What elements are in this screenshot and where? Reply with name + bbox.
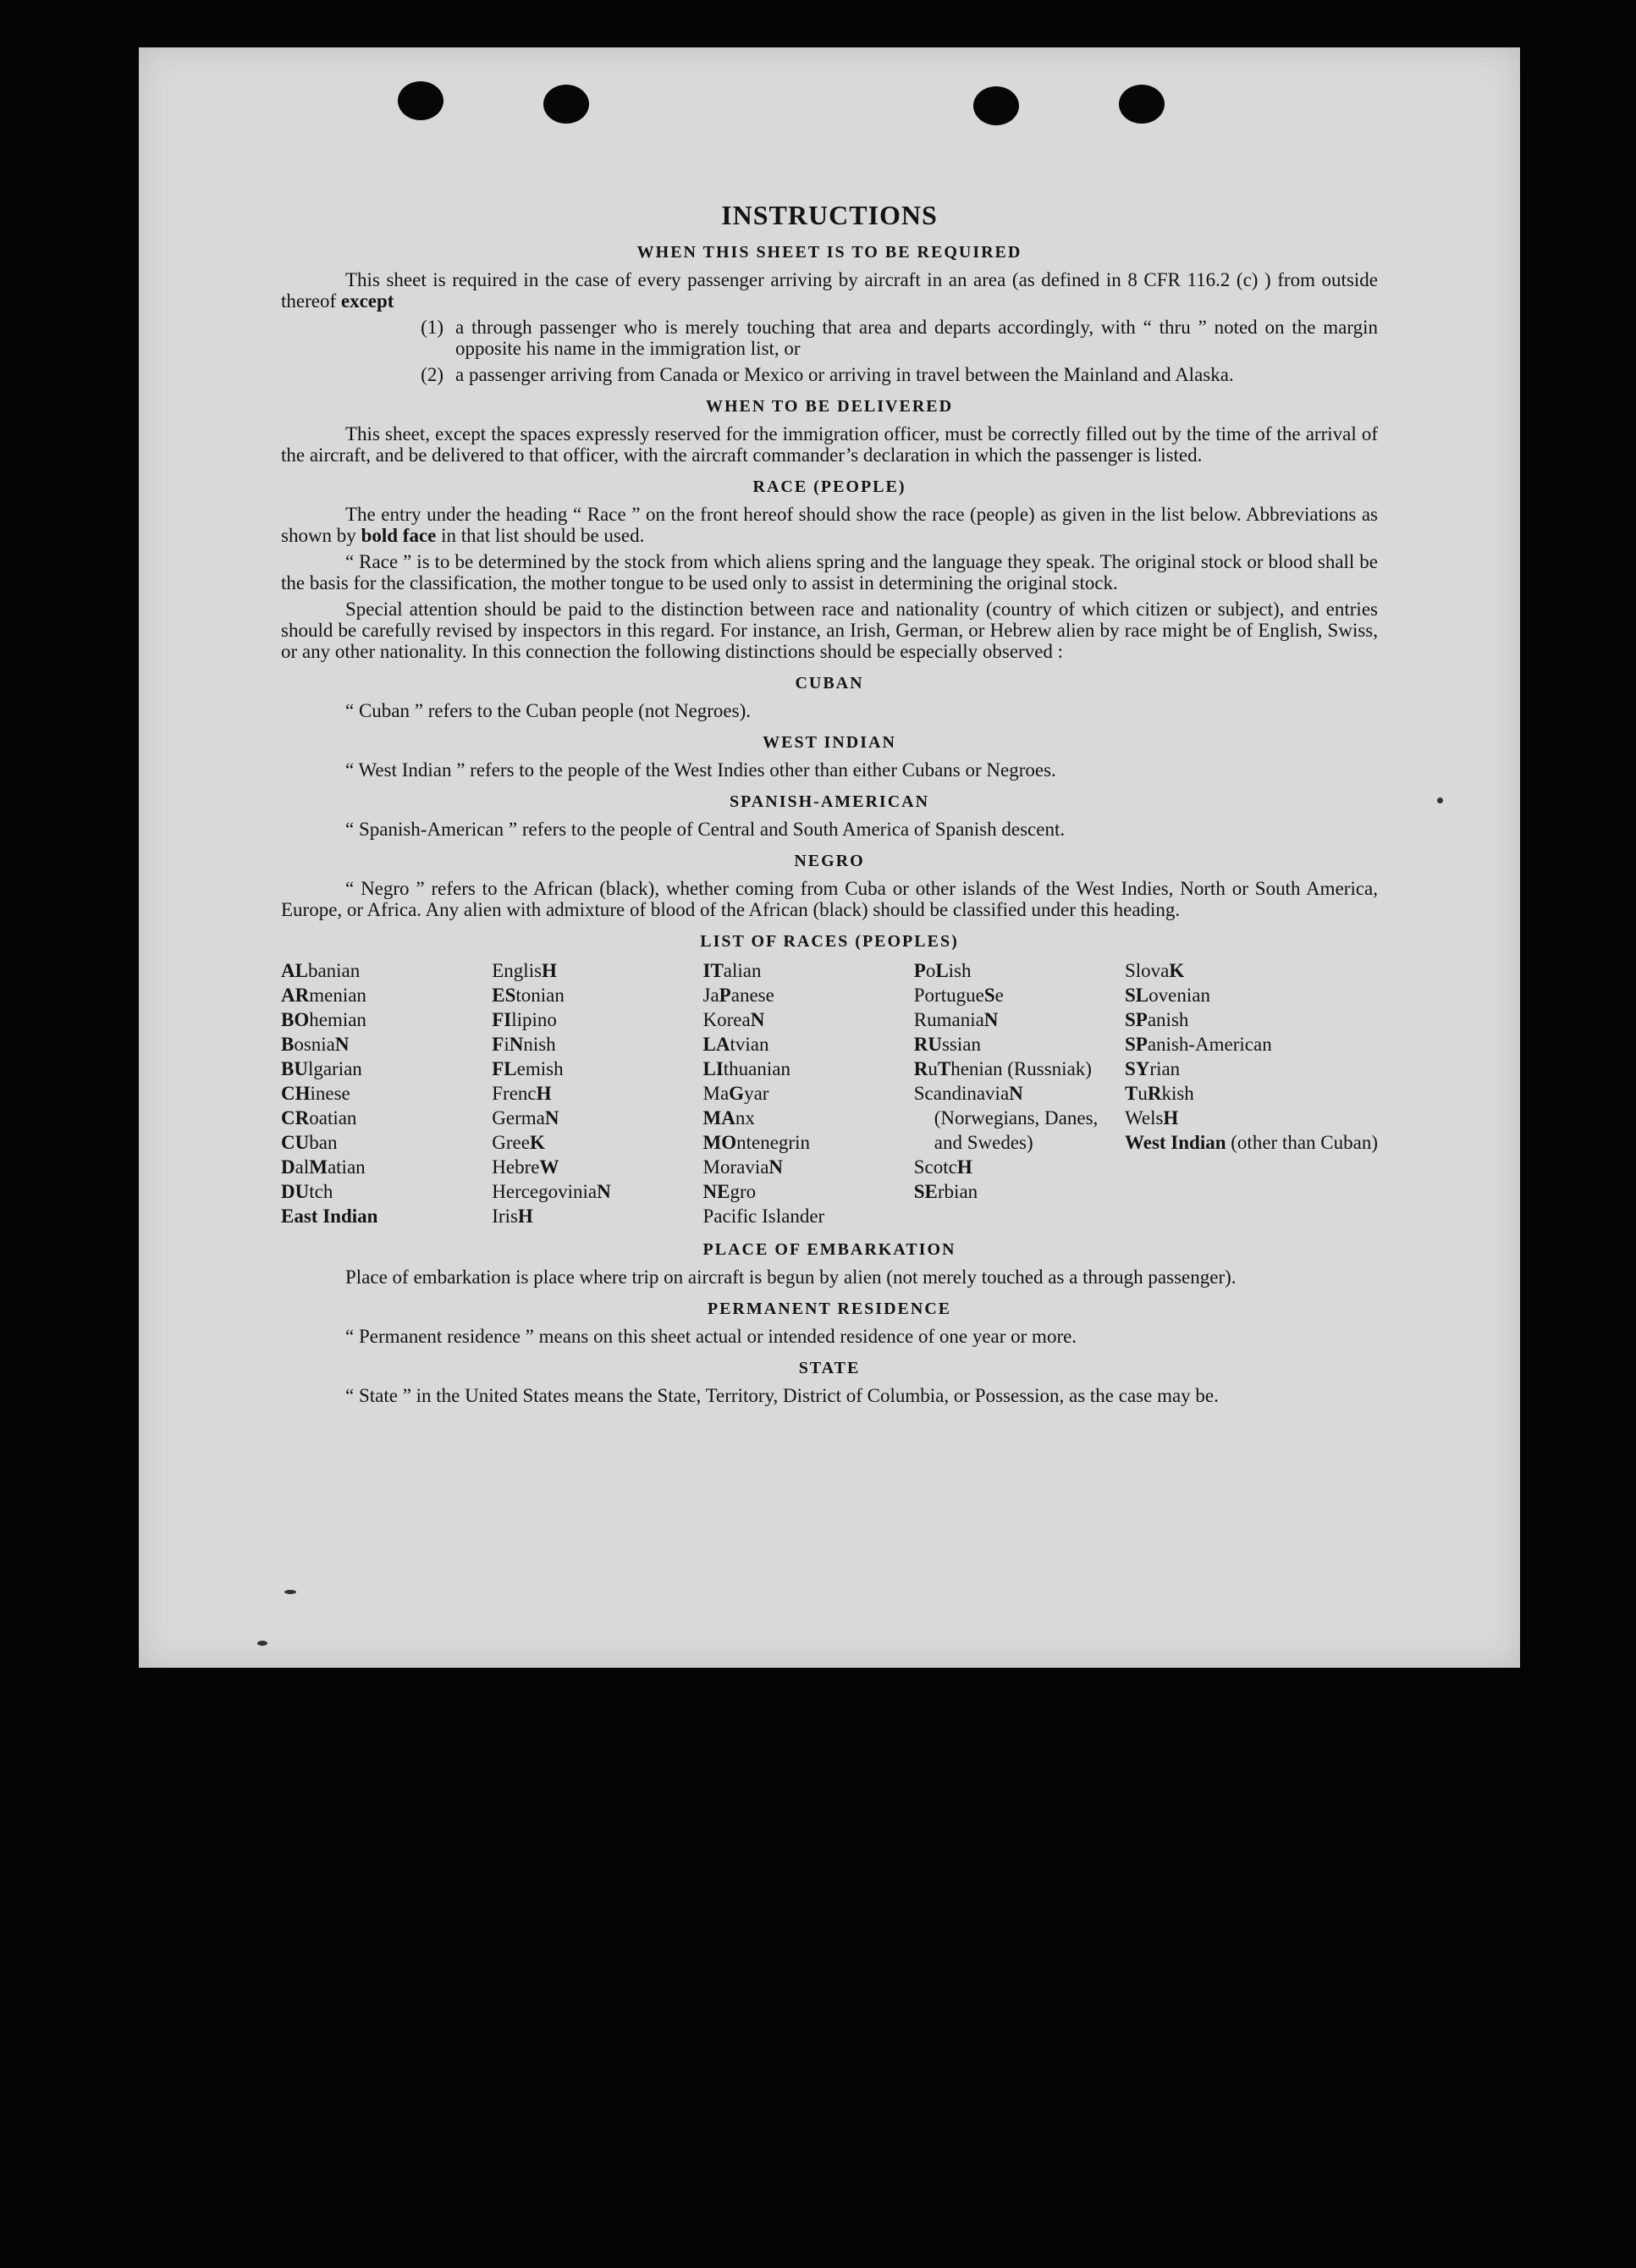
heading-west-indian: WEST INDIAN: [763, 733, 896, 752]
residence-text: “ Permanent residence ” means on this sheet actual or intended residence of one year or more.: [345, 1326, 1077, 1347]
heading-state: STATE: [798, 1359, 861, 1377]
race-entry: SPanish: [1125, 1009, 1189, 1030]
race-paragraph-3: Special attention should be paid to the distinction between race and nationality (country of which citizen or subject), and entries should be carefully revised by inspectors in this regard. For instance, an Irish, German, or Hebrew alien by race might be of English, Swiss, or any other nationality. In this connection the following distinctions should be especially observed :: [281, 599, 1378, 662]
race-entry: FiNnish: [492, 1034, 556, 1055]
cuban-text: “ Cuban ” refers to the Cuban people (not Negroes).: [345, 700, 752, 721]
state-text: “ State ” in the United States means the State, Territory, District of Columbia, or Possession, as the case may be.: [345, 1385, 1219, 1406]
race-entry: SErbian: [913, 1181, 978, 1202]
race-entry: TuRkish: [1125, 1083, 1194, 1104]
races-column: [703, 958, 904, 1228]
race-entry: RumaniaN: [913, 1009, 999, 1030]
race-entry: West Indian (other than Cuban): [1125, 1132, 1378, 1153]
race-entry: DUtch: [281, 1181, 333, 1202]
race-entry: GermaN: [492, 1107, 559, 1128]
race-entry: FrencH: [492, 1083, 552, 1104]
race-entry: East Indian: [281, 1206, 378, 1227]
race-entry: BosniaN: [281, 1034, 350, 1055]
race-entry: CUban: [281, 1132, 338, 1153]
heading-cuban: CUBAN: [795, 674, 864, 693]
except-bold: except: [340, 290, 394, 312]
race-entry: HercegoviniaN: [492, 1181, 611, 1202]
race-entry: WelsH: [1125, 1107, 1179, 1128]
delivered-text: This sheet, except the spaces expressly reserved for the immigration officer, must be correctly filled out by the time of the arrival of the aircraft, and be delivered to that officer, with the aircraft commander’s declaration in which the passenger is listed.: [281, 423, 1378, 466]
negro-text: “ Negro ” refers to the African (black), whether coming from Cuba or other islands of the West Indies, North or South America, Europe, or Africa. Any alien with admixture of blood of the African (black) should be classified under this heading.: [281, 878, 1378, 920]
race-entry: JaPanese: [702, 985, 774, 1006]
heading-race: RACE (PEOPLE): [752, 477, 906, 496]
embarkation-text: Place of embarkation is place where trip on aircraft is begun by alien (not merely touched as a through passenger).: [345, 1266, 1237, 1288]
required-intro: This sheet is required in the case of every passenger arriving by aircraft in an area (as defined in 8 CFR 116.2 (c) ) from outside thereof except: [281, 269, 1378, 312]
race-entry: MOntenegrin: [702, 1132, 810, 1153]
punch-hole: [1119, 85, 1165, 124]
scan-speck: [257, 1641, 267, 1646]
race-entry: SPanish-American: [1125, 1034, 1272, 1055]
race-entry: LAtvian: [702, 1034, 769, 1055]
race-entry: GreeK: [492, 1132, 545, 1153]
exception-item-2: (2) a passenger arriving from Canada or Mexico or arriving in travel between the Mainland and Alaska.: [421, 364, 1234, 385]
races-list: [281, 958, 1378, 1228]
race-entry: LIthuanian: [702, 1058, 790, 1079]
race-entry: FLemish: [492, 1058, 564, 1079]
race-entry: BUlgarian: [281, 1058, 362, 1079]
races-column: [914, 958, 1115, 1228]
heading-embarkation: PLACE OF EMBARKATION: [702, 1240, 956, 1259]
race-entry: Pacific Islander: [702, 1206, 825, 1227]
race-entry: SYrian: [1125, 1058, 1181, 1079]
race-entry: ScotcH: [913, 1156, 972, 1178]
heading-list-of-races: LIST OF RACES (PEOPLES): [700, 932, 959, 951]
exception-item-1: (1) a through passenger who is merely touching that area and departs accordingly, with “ thru ” noted on the margin opposite his name in the immigration list, or: [421, 317, 1378, 359]
race-paragraph-2: “ Race ” is to be determined by the stock from which aliens spring and the language they speak. The original stock or blood shall be the basis for the classification, the mother tongue to be used only to assist in determining the original stock.: [281, 551, 1378, 593]
race-entry: SLovenian: [1125, 985, 1210, 1006]
scan-speck: [284, 1590, 296, 1594]
race-entry: ARmenian: [281, 985, 366, 1006]
race-entry: FIlipino: [492, 1009, 557, 1030]
race-entry: ITalian: [702, 960, 762, 981]
race-entry: CHinese: [281, 1083, 350, 1104]
races-column: [1125, 958, 1378, 1228]
race-entry: MoraviaN: [702, 1156, 784, 1178]
scan-speck: [1437, 797, 1443, 803]
race-entry: DalMatian: [281, 1156, 366, 1178]
heading-negro: NEGRO: [794, 852, 865, 870]
spanish-american-text: “ Spanish-American ” refers to the people of Central and South America of Spanish descent.: [345, 819, 1066, 840]
heading-permanent-residence: PERMANENT RESIDENCE: [707, 1300, 952, 1318]
heading-when-delivered: WHEN TO BE DELIVERED: [705, 397, 954, 416]
race-entry: PortugueSe: [913, 985, 1004, 1006]
document-scan: [139, 47, 1520, 1668]
race-entry: NEgro: [702, 1181, 757, 1202]
race-entry: SlovaK: [1125, 960, 1185, 981]
races-column: [281, 958, 482, 1228]
race-entry: HebreW: [492, 1156, 559, 1178]
punch-hole: [973, 86, 1019, 125]
instructions-body: [281, 147, 1378, 1411]
race-entry: RUssian: [913, 1034, 981, 1055]
race-entry: IrisH: [492, 1206, 533, 1227]
punch-hole: [543, 85, 589, 124]
race-entry: BOhemian: [281, 1009, 366, 1030]
race-entry: CRoatian: [281, 1107, 357, 1128]
race-entry: RuThenian (Russniak): [913, 1058, 1092, 1079]
race-entry: ScandinaviaN (Norwegians, Danes, and Swedes): [913, 1083, 1099, 1153]
race-entry: PoLish: [913, 960, 972, 981]
heading-spanish-american: SPANISH-AMERICAN: [729, 792, 930, 811]
punch-hole: [398, 81, 443, 120]
race-entry: ALbanian: [281, 960, 361, 981]
race-entry: KoreaN: [702, 1009, 765, 1030]
races-column: [492, 958, 692, 1228]
west-indian-text: “ West Indian ” refers to the people of the West Indies other than either Cubans or Negroes.: [345, 759, 1056, 781]
race-paragraph-1: The entry under the heading “ Race ” on the front hereof should show the race (people) as given in the list below. Abbreviations as shown by bold face in that list should be used.: [281, 504, 1378, 546]
race-entry: MaGyar: [702, 1083, 769, 1104]
race-entry: MAnx: [702, 1107, 755, 1128]
heading-when-required: WHEN THIS SHEET IS TO BE REQUIRED: [636, 243, 1022, 262]
page-title: INSTRUCTIONS: [721, 200, 938, 230]
race-entry: EnglisH: [492, 960, 557, 981]
race-entry: EStonian: [492, 985, 565, 1006]
